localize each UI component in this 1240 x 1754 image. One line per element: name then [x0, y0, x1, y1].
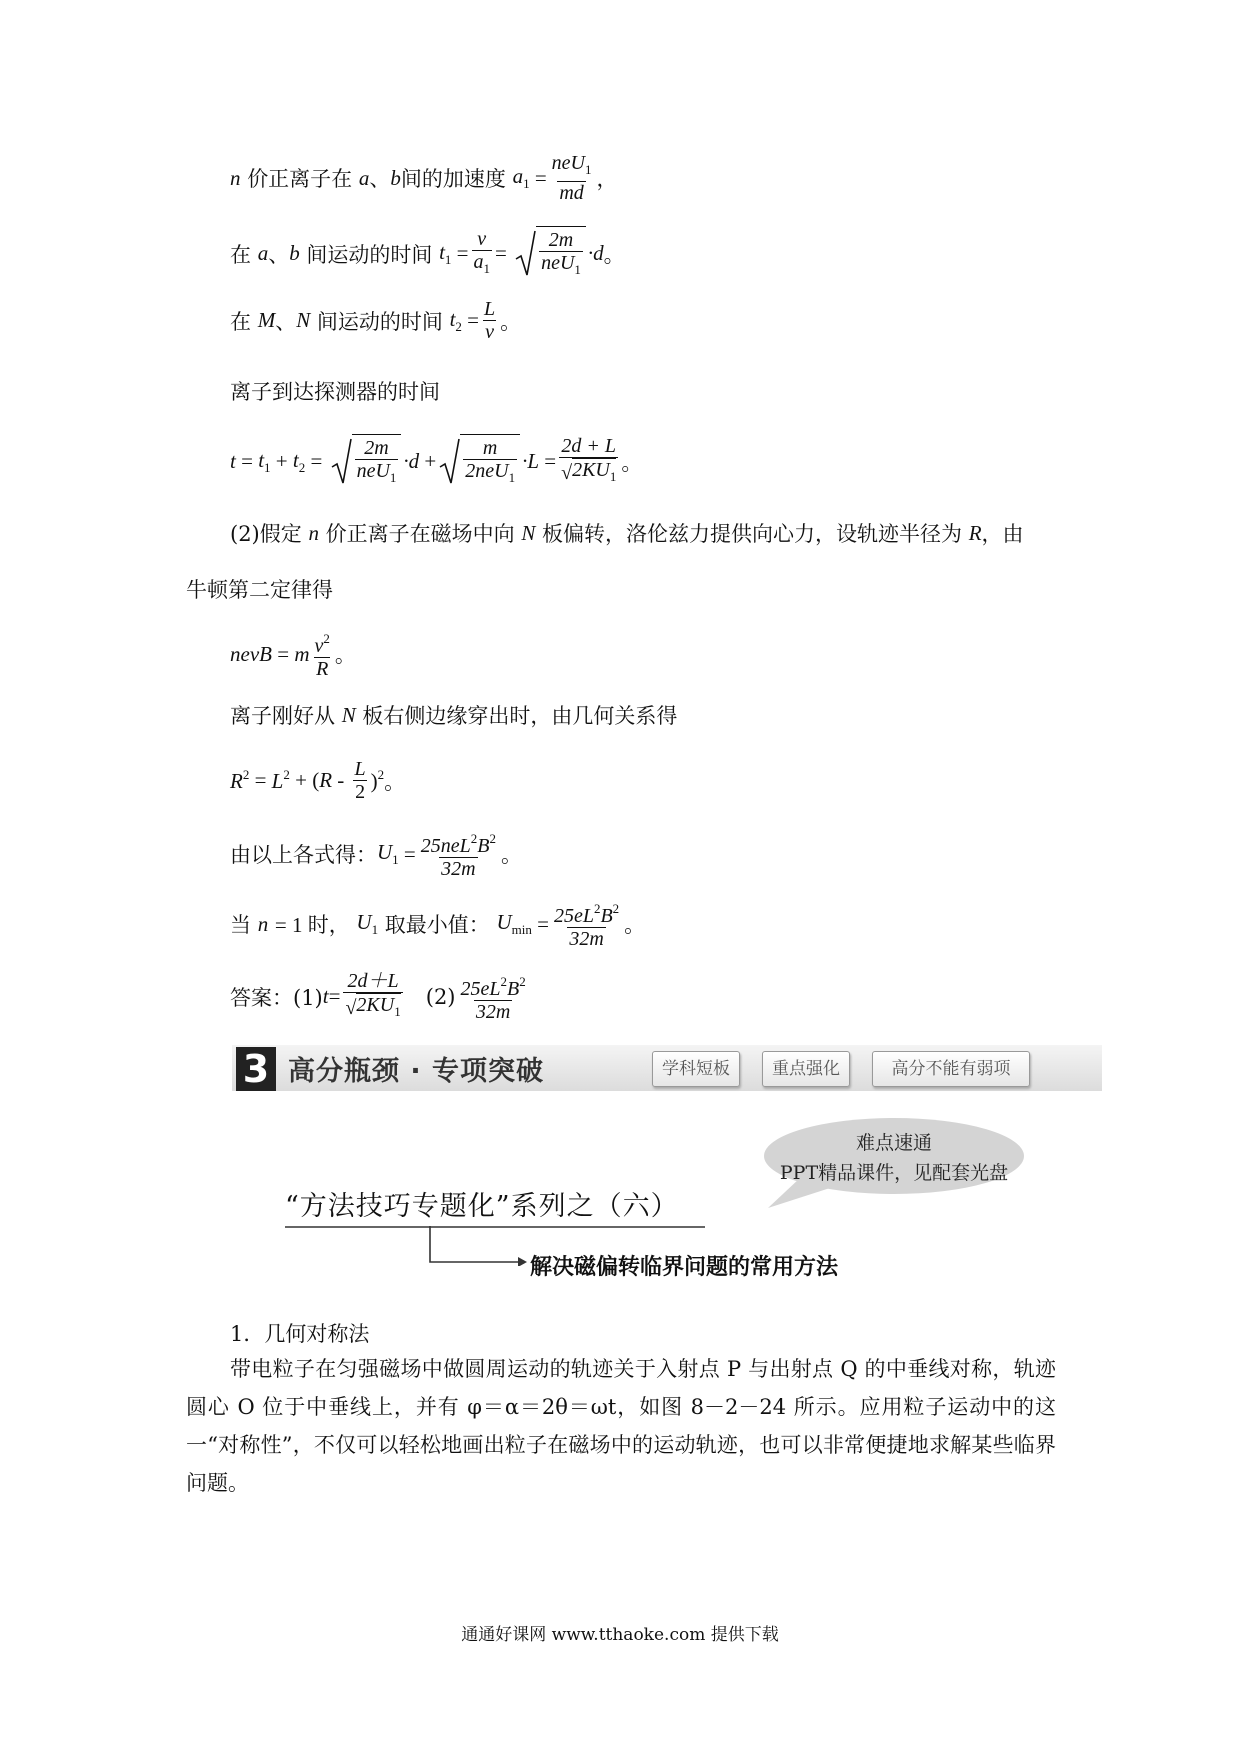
speech-bubble — [760, 1128, 1028, 1188]
banner-button-subject-weakness[interactable]: 学科短板 — [652, 1051, 740, 1087]
text: 价正离子在 — [247, 167, 353, 191]
bubble-line-2: PPT精品课件，见配套光盘 — [779, 1162, 1009, 1184]
solution-line-geometry: 离子刚好从 N 板右侧边缘穿出时，由几何关系得 — [230, 700, 677, 730]
fraction-L-2: $\frac{L}{2}$ — [354, 758, 366, 803]
text: 答案：(1) — [230, 985, 323, 1010]
fraction-Umin: $\frac{25eL^2B^2}{32m}$ — [553, 901, 620, 950]
series-title: “方法技巧专题化”系列之（六） — [285, 1191, 679, 1222]
bubble-line-1: 难点速通 — [855, 1132, 932, 1154]
text: 间运动的时间 — [316, 309, 443, 334]
solution-line-acceleration: n 价正离子在 a 、 b 间的加速度 $a_1$ = $\frac{neU_1}{md}$ ， — [230, 152, 618, 204]
text: 当 — [230, 913, 251, 937]
fraction-v-a1: $\frac{v}{a_1}$ — [472, 228, 493, 280]
solution-line-U1: 由以上各式得： $U_1$ = $\frac{25neL^2B^2}{32m}$ 。 — [230, 828, 522, 880]
sqrt-2m-neU1: $\frac{2m}{neU_1}$ — [330, 434, 402, 489]
fraction-2dL-sqrt2KU1: 2d + L √ $2KU_1$ — [559, 435, 618, 488]
fraction-U1: $\frac{25neL^2B^2}{32m}$ — [420, 831, 496, 880]
text: 离子到达探测器的时间 — [230, 380, 440, 404]
var-M: M — [257, 308, 276, 332]
text: = 1 时， — [274, 913, 350, 937]
solution-line-part2: (2)假定 n 价正离子在磁场中向 N 板偏转，洛伦兹力提供向心力，设轨迹半径为 R ，由 — [230, 518, 1024, 548]
text: 在 — [230, 242, 251, 267]
punct: 。 — [603, 242, 625, 267]
page-footer: 通通好课网 www.tthaoke.com 提供下载 — [461, 1625, 779, 1645]
section-title: 高分瓶颈 · 专项突破 — [288, 1056, 545, 1087]
solution-line-t1: 在 a 、 b 间运动的时间 $t_1$ = $\frac{v}{a_1}$ = $\frac{2m}{neU_1}$ ·d 。 — [230, 226, 625, 281]
fraction-answer1: 2d＋L √ $2KU_1$ — [343, 970, 402, 1023]
text: 在 — [230, 309, 251, 334]
solution-line-arrival — [230, 376, 440, 406]
text: 价正离子在磁场中向 — [325, 522, 515, 546]
text: (2)假定 — [230, 522, 302, 546]
var-b: b — [390, 165, 401, 190]
solution-line-total-time: t = $t_1$ + $t_2$ = $\frac{2m}{neU_1}$ ·d + $\frac{m}{2neU_1}$ ·L = 2d + L √ $2KU_1$ 。 — [230, 434, 642, 489]
banner-button-key-reinforcement[interactable]: 重点强化 — [762, 1051, 850, 1087]
solution-line-t2: 在 M 、 N 间运动的时间 $t_2$ = $\frac{L}{v}$ 。 — [230, 298, 522, 343]
method-heading: 1．几何对称法 — [230, 1322, 370, 1346]
solution-line-lorentz: nevB = m $\frac{v^2}{R}$ 。 — [230, 628, 356, 680]
fraction-v2-R: $\frac{v^2}{R}$ — [314, 631, 330, 680]
sqrt-2m-neU1: $\frac{2m}{neU_1}$ — [514, 226, 586, 281]
sep: 、 — [369, 167, 391, 191]
series-subtitle: 解决磁偏转临界问题的常用方法 — [530, 1255, 839, 1280]
fraction-answer2: $\frac{25eL^2B^2}{32m}$ — [460, 973, 526, 1023]
solution-line-radius: $R^2$ = $L^2$ + ( R - $\frac{L}{2}$ )$^2$ 。 — [230, 758, 406, 803]
text: 取最小值： — [384, 913, 490, 937]
solution-line-newton — [186, 574, 333, 604]
text: 牛顿第二定律得 — [186, 578, 333, 602]
var-a: a — [358, 165, 370, 190]
var-N: N — [296, 308, 311, 332]
text: 间的加速度 — [400, 167, 506, 191]
text: (2) — [425, 984, 456, 1009]
method-body: 带电粒子在匀强磁场中做圆周运动的轨迹关于入射点 P 与出射点 Q 的中垂线对称，轨迹圆心 O 位于中垂线上，并有 φ＝α＝2θ＝ωt，如图 8－2－24 所示。应用粒子运动中的这一“对称性”，不仅可以轻松地画出粒子在磁场中的运动轨迹，也可以非常便捷地求解某些临界问题。 — [186, 1357, 1056, 1495]
fraction-neU1-md: $\frac{neU_1}{md}$ — [551, 152, 592, 204]
text: 间运动的时间 — [306, 242, 433, 267]
section-banner — [232, 1045, 1102, 1091]
text: 由以上各式得： — [230, 843, 377, 867]
solution-line-answer: 答案：(1) t = 2d＋L √ $2KU_1$ (2) $\frac{25eL^2B^2}{32m}$ — [230, 970, 526, 1023]
sqrt-m-2neU1: $\frac{m}{2neU_1}$ — [438, 434, 520, 489]
text: ，由 — [981, 522, 1024, 546]
fraction-L-v: $\frac{L}{v}$ — [484, 298, 496, 343]
banner-button-no-weakness[interactable]: 高分不能有弱项 — [872, 1051, 1030, 1087]
text: 板右侧边缘穿出时，由几何关系得 — [362, 704, 678, 728]
punct: ， — [596, 167, 618, 191]
solution-line-Umin: 当 n = 1 时， $U_1$ 取最小值： $U_{min}$ = $\frac{25eL^2B^2}{32m}$ 。 — [230, 898, 645, 950]
text: 板偏转，洛伦兹力提供向心力，设轨迹半径为 — [542, 522, 963, 546]
text: 离子刚好从 — [230, 704, 335, 728]
section-number: 3 — [236, 1047, 276, 1091]
arrow-connector-icon — [428, 1226, 528, 1266]
